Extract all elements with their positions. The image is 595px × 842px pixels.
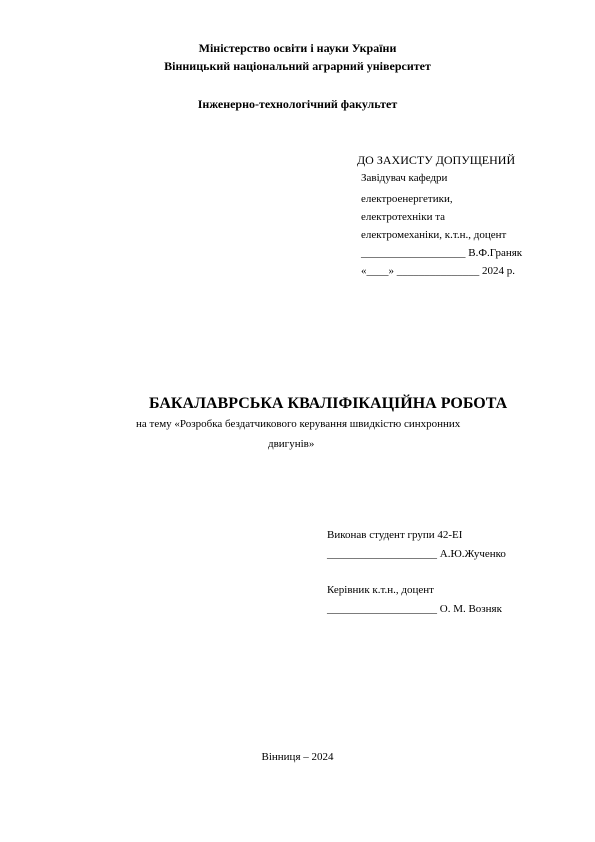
faculty-heading: Інженерно-технологічний факультет [197, 97, 398, 111]
city-year: Вінниця – 2024 [261, 751, 334, 763]
ministry-heading: Міністерство освіти і науки України [198, 41, 397, 55]
approval-signature-line: ___________________ В.Ф.Граняк [361, 247, 523, 259]
supervisor-label: Керівник к.т.н., доцент [327, 584, 434, 596]
work-topic-line-2: двигунів» [268, 438, 315, 450]
work-title: БАКАЛАВРСЬКА КВАЛІФІКАЦІЙНА РОБОТА [149, 395, 508, 412]
approval-line-1: Завідувач кафедри [361, 172, 448, 184]
supervisor-signature-line: ____________________ О. М. Возняк [327, 603, 502, 615]
work-topic-line-1: на тему «Розробка бездатчикового керування швидкістю синхронних [136, 418, 461, 430]
approval-date-line: «____» _______________ 2024 р. [361, 265, 515, 277]
approval-title: ДО ЗАХИСТУ ДОПУЩЕНИЙ [357, 153, 516, 167]
approval-line-3: електротехніки та [361, 211, 446, 223]
student-label: Виконав студент групи 42-ЕІ [327, 529, 463, 541]
approval-line-2: електроенергетики, [361, 193, 453, 205]
student-signature-line: ____________________ А.Ю.Жученко [327, 548, 506, 560]
approval-line-4: електромеханіки, к.т.н., доцент [361, 229, 507, 241]
university-heading: Вінницький національний аграрний університет [164, 59, 431, 73]
